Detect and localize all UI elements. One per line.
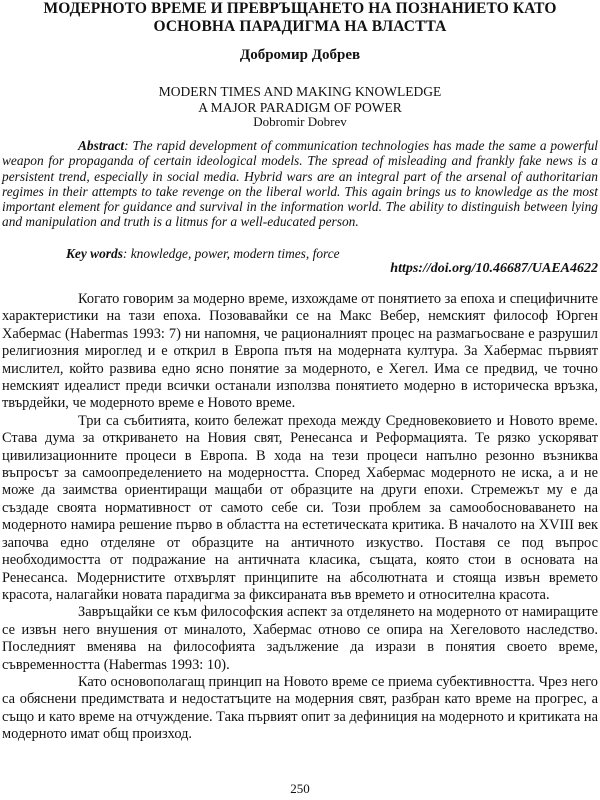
doi-link[interactable]: https://doi.org/10.46687/UAEA4622 [390,261,598,276]
author-name-en: Dobromir Dobrev [253,114,347,129]
keywords [2,246,598,261]
article-title-bg-line2: ОСНОВНА ПАРАДИГМА НА ВЛАСТТА [153,18,447,35]
body-paragraph: Завръщайки се към философския аспект за отделянето на модерното от намиращите се извън него внушения от миналото, Хабермас отново се опира на Хегеловото наследство. Последният вменява на философията задължение да изрази в понятия своето време, съвременността (Habermas 1993: 10). [2,604,598,673]
abstract-text: : The rapid development of communication technologies has made the same a powerful weapon for propaganda of certain ideological models. The spread of misleading and frankly fake news is a persistent trend, especially in social media. Hybrid wars are an integral part of the arsenal of authoritarian regimes in their attempts to take revenge on the liberal world. This again brings us to knowledge as the most important element for guidance and survival in the information world. The ability to distinguish between lying and manipulation and truth is a litmus for a well-educated person. [2,138,598,230]
author-name-bg: Добромир Добрев [239,47,361,63]
body-text [2,291,598,744]
abstract-label: Abstract [78,138,125,153]
body-paragraph: Три са събитията, които бележат прехода между Средновековието и Новото време. Става дума за откриването на Новия свят, Ренесанса и Реформацията. Те рязко ускоряват цивилизационните процеси в Европа. В хода на тези процеси напълно резонно възниква въпросът за самоопределението на модерността. Според Хабермас модерното не иска, а и не може да заимства ориентиращи мащаби от образците на други епохи. Стремежът му е да създаде своята нормативност от самото себе си. Този проблем за самообосноваването на модерното намира решение първо в областта на естетическата критика. В началото на XVIII век започва едно отделяне от образците на античното изкуство. Поставя се под въпрос необходимостта от подражание на античната класика, същата, която стои в основата на Ренесанса. Модернистите отхвърлят принципите на абсолютната и стояща извън времето красота, налагайки новата парадигма за фиксираната във времето и относителна красота. [2,412,598,603]
body-paragraph: Когато говорим за модерно време, изхождаме от понятието за епоха и специфичните характеристики на тази епоха. Позовавайки се на Макс Вебер, немският философ Юрген Хабермас (Habermas 1993: 7) ни напомня, че рационалният процес на размагьосване е разрушил религиозния мироглед и е открил в Европа пътя на модерната култура. За Хабермас първият мислител, който развива едно ясно понятие за модерното, е Хегел. Има се предвид, че точно немският идеалист преди всички останали използва понятието модерно в историческа връзка, твърдейки, че модерното време е Новото време. [2,291,598,412]
article-title-en-line2: A MAJOR PARADIGM OF POWER [198,99,402,115]
keywords-label: Key words [66,246,123,261]
article-title-en [0,84,600,115]
page-number: 250 [290,781,310,796]
abstract [2,138,598,230]
article-title-en-line1: MODERN TIMES AND MAKING KNOWLEDGE [158,84,442,99]
article-title-bg-line1: МОДЕРНОТО ВРЕМЕ И ПРЕВРЪЩАНЕТО НА ПОЗНАНИЕТО КАТО [43,0,557,17]
article-title-bg [0,0,600,36]
keywords-text: : knowledge, power, modern times, force [122,246,340,261]
body-paragraph: Като основополагащ принцип на Новото време се приема субективността. Чрез него са обяснени предимствата и недостатъците на модерния свят, разбран като време на прогрес, а също и като време на отчуждение. Така първият опит за дефиниция на модерното и критиката на модерното имат общ произход. [2,673,598,743]
